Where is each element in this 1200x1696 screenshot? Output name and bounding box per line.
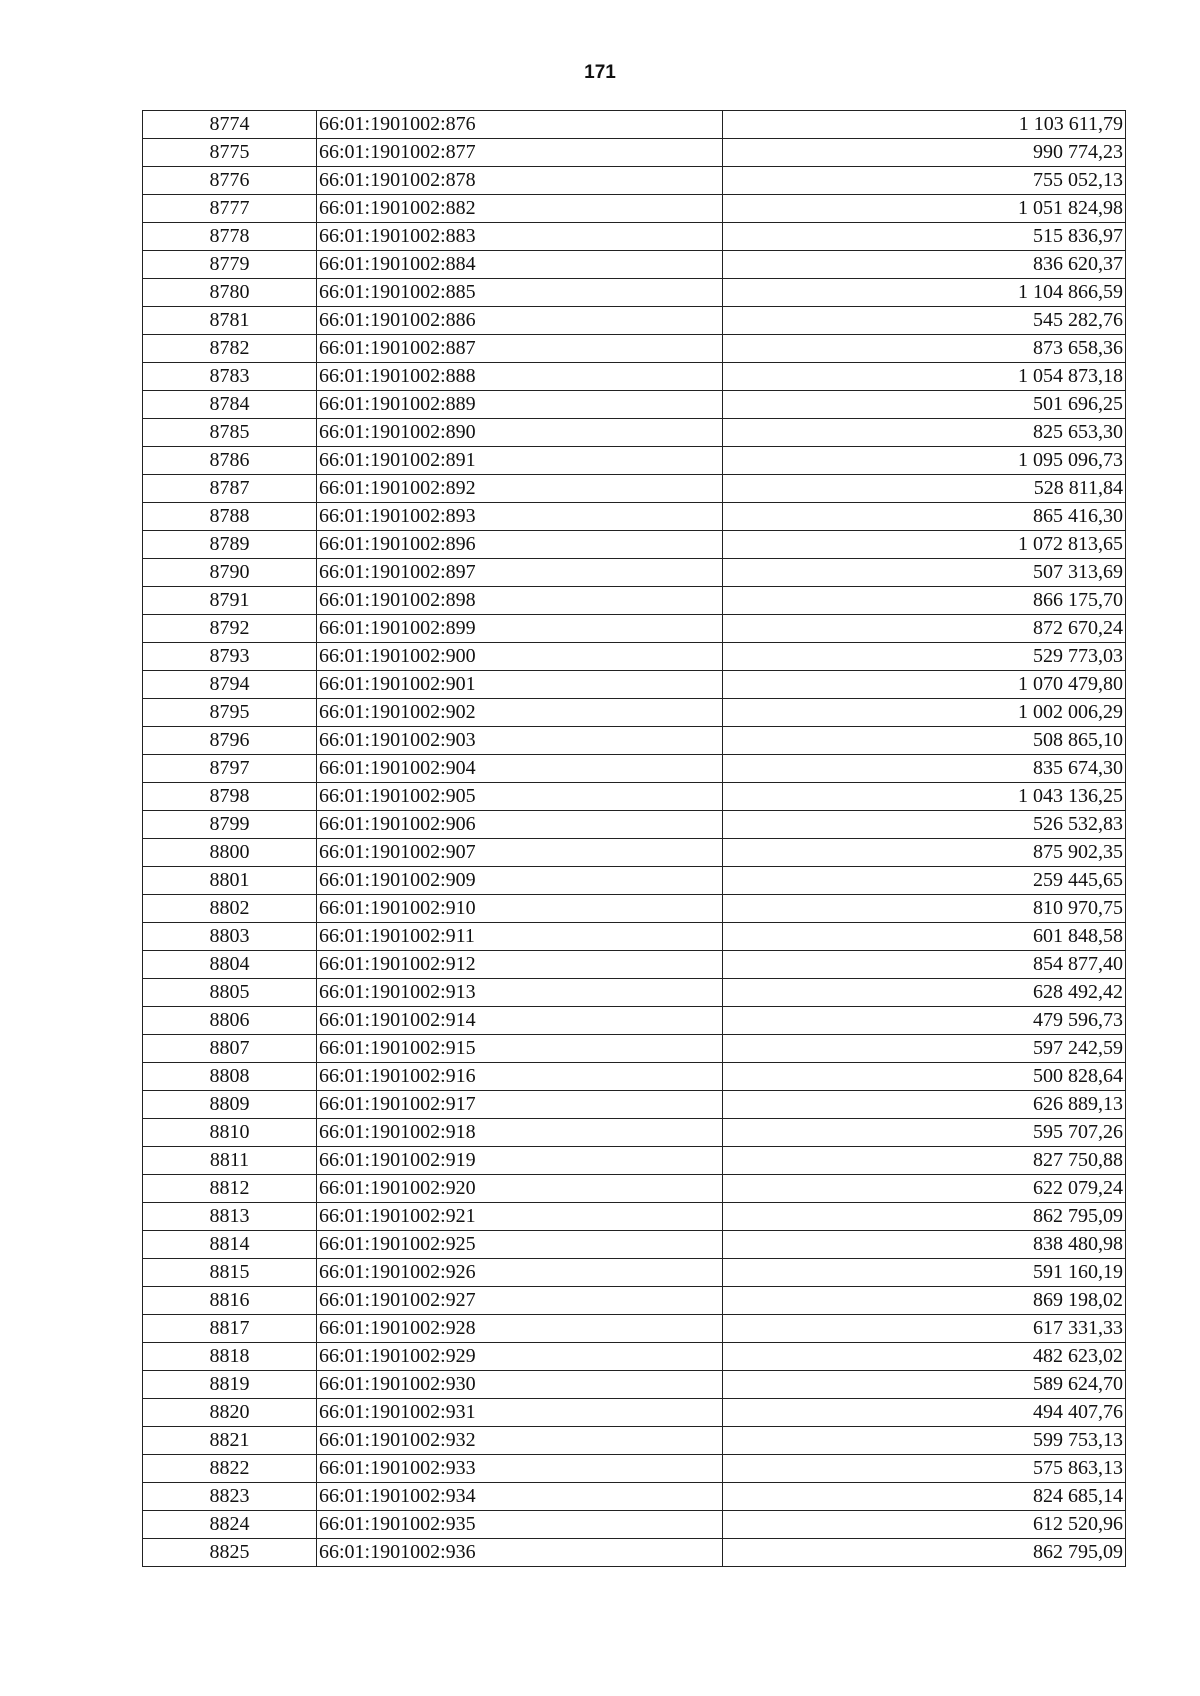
cadastral-number-cell: 66:01:1901002:887 [317, 335, 723, 363]
table-row [143, 559, 1126, 587]
cadastral-value-cell: 479 596,73 [723, 1007, 1126, 1035]
table-row [143, 923, 1126, 951]
row-number-cell: 8794 [143, 671, 317, 699]
row-number-cell: 8805 [143, 979, 317, 1007]
table-row [143, 1287, 1126, 1315]
table-row [143, 1371, 1126, 1399]
table-row [143, 279, 1126, 307]
cadastral-value-cell: 626 889,13 [723, 1091, 1126, 1119]
cadastral-number-cell: 66:01:1901002:928 [317, 1315, 723, 1343]
cadastral-value-cell: 1 043 136,25 [723, 783, 1126, 811]
row-number-cell: 8791 [143, 587, 317, 615]
cadastral-value-cell: 990 774,23 [723, 139, 1126, 167]
table-row [143, 391, 1126, 419]
cadastral-number-cell: 66:01:1901002:878 [317, 167, 723, 195]
cadastral-number-cell: 66:01:1901002:930 [317, 1371, 723, 1399]
row-number-cell: 8820 [143, 1399, 317, 1427]
table-row [143, 895, 1126, 923]
row-number-cell: 8788 [143, 503, 317, 531]
cadastral-value-cell: 599 753,13 [723, 1427, 1126, 1455]
cadastral-value-cell: 589 624,70 [723, 1371, 1126, 1399]
row-number-cell: 8785 [143, 419, 317, 447]
row-number-cell: 8783 [143, 363, 317, 391]
row-number-cell: 8818 [143, 1343, 317, 1371]
cadastral-value-cell: 1 054 873,18 [723, 363, 1126, 391]
cadastral-value-cell: 501 696,25 [723, 391, 1126, 419]
cadastral-number-cell: 66:01:1901002:913 [317, 979, 723, 1007]
table-row [143, 1483, 1126, 1511]
row-number-cell: 8792 [143, 615, 317, 643]
cadastral-number-cell: 66:01:1901002:918 [317, 1119, 723, 1147]
cadastral-value-cell: 1 072 813,65 [723, 531, 1126, 559]
cadastral-number-cell: 66:01:1901002:897 [317, 559, 723, 587]
row-number-cell: 8801 [143, 867, 317, 895]
table-row [143, 1231, 1126, 1259]
table-row [143, 447, 1126, 475]
cadastral-value-cell: 529 773,03 [723, 643, 1126, 671]
table-row [143, 587, 1126, 615]
row-number-cell: 8811 [143, 1147, 317, 1175]
cadastral-number-cell: 66:01:1901002:909 [317, 867, 723, 895]
cadastral-value-cell: 622 079,24 [723, 1175, 1126, 1203]
cadastral-number-cell: 66:01:1901002:915 [317, 1035, 723, 1063]
row-number-cell: 8814 [143, 1231, 317, 1259]
cadastral-number-cell: 66:01:1901002:882 [317, 195, 723, 223]
row-number-cell: 8822 [143, 1455, 317, 1483]
cadastral-value-cell: 827 750,88 [723, 1147, 1126, 1175]
table-row [143, 1315, 1126, 1343]
cadastral-number-cell: 66:01:1901002:914 [317, 1007, 723, 1035]
table-row [143, 1455, 1126, 1483]
cadastral-value-cell: 528 811,84 [723, 475, 1126, 503]
cadastral-value-cell: 500 828,64 [723, 1063, 1126, 1091]
cadastral-number-cell: 66:01:1901002:886 [317, 307, 723, 335]
cadastral-value-cell: 854 877,40 [723, 951, 1126, 979]
cadastral-number-cell: 66:01:1901002:910 [317, 895, 723, 923]
cadastral-number-cell: 66:01:1901002:916 [317, 1063, 723, 1091]
cadastral-value-table [142, 110, 1126, 1567]
row-number-cell: 8823 [143, 1483, 317, 1511]
cadastral-value-cell: 836 620,37 [723, 251, 1126, 279]
cadastral-value-cell: 872 670,24 [723, 615, 1126, 643]
row-number-cell: 8807 [143, 1035, 317, 1063]
cadastral-number-cell: 66:01:1901002:893 [317, 503, 723, 531]
cadastral-value-cell: 597 242,59 [723, 1035, 1126, 1063]
table-row [143, 419, 1126, 447]
cadastral-number-cell: 66:01:1901002:890 [317, 419, 723, 447]
table-row [143, 727, 1126, 755]
cadastral-value-cell: 628 492,42 [723, 979, 1126, 1007]
row-number-cell: 8806 [143, 1007, 317, 1035]
table-row [143, 1091, 1126, 1119]
cadastral-value-cell: 1 103 611,79 [723, 111, 1126, 139]
row-number-cell: 8800 [143, 839, 317, 867]
cadastral-number-cell: 66:01:1901002:901 [317, 671, 723, 699]
row-number-cell: 8813 [143, 1203, 317, 1231]
row-number-cell: 8808 [143, 1063, 317, 1091]
cadastral-number-cell: 66:01:1901002:927 [317, 1287, 723, 1315]
row-number-cell: 8796 [143, 727, 317, 755]
cadastral-value-cell: 810 970,75 [723, 895, 1126, 923]
cadastral-value-cell: 494 407,76 [723, 1399, 1126, 1427]
cadastral-number-cell: 66:01:1901002:932 [317, 1427, 723, 1455]
cadastral-value-cell: 612 520,96 [723, 1511, 1126, 1539]
cadastral-number-cell: 66:01:1901002:931 [317, 1399, 723, 1427]
cadastral-number-cell: 66:01:1901002:936 [317, 1539, 723, 1567]
cadastral-value-cell: 865 416,30 [723, 503, 1126, 531]
table-body [143, 111, 1126, 1567]
table-row [143, 867, 1126, 895]
cadastral-number-cell: 66:01:1901002:934 [317, 1483, 723, 1511]
cadastral-number-cell: 66:01:1901002:929 [317, 1343, 723, 1371]
row-number-cell: 8815 [143, 1259, 317, 1287]
table-row [143, 1147, 1126, 1175]
cadastral-value-cell: 1 051 824,98 [723, 195, 1126, 223]
table-row [143, 1035, 1126, 1063]
row-number-cell: 8810 [143, 1119, 317, 1147]
table-row [143, 1175, 1126, 1203]
row-number-cell: 8798 [143, 783, 317, 811]
cadastral-number-cell: 66:01:1901002:902 [317, 699, 723, 727]
table-row [143, 755, 1126, 783]
table-row [143, 167, 1126, 195]
row-number-cell: 8817 [143, 1315, 317, 1343]
cadastral-value-cell: 755 052,13 [723, 167, 1126, 195]
row-number-cell: 8779 [143, 251, 317, 279]
cadastral-number-cell: 66:01:1901002:896 [317, 531, 723, 559]
cadastral-value-cell: 825 653,30 [723, 419, 1126, 447]
table-row [143, 1203, 1126, 1231]
table-row [143, 1259, 1126, 1287]
cadastral-value-cell: 866 175,70 [723, 587, 1126, 615]
table-row [143, 531, 1126, 559]
cadastral-number-cell: 66:01:1901002:935 [317, 1511, 723, 1539]
table-row [143, 839, 1126, 867]
cadastral-value-cell: 1 095 096,73 [723, 447, 1126, 475]
row-number-cell: 8790 [143, 559, 317, 587]
row-number-cell: 8782 [143, 335, 317, 363]
cadastral-value-cell: 515 836,97 [723, 223, 1126, 251]
row-number-cell: 8787 [143, 475, 317, 503]
cadastral-value-cell: 507 313,69 [723, 559, 1126, 587]
cadastral-number-cell: 66:01:1901002:884 [317, 251, 723, 279]
row-number-cell: 8775 [143, 139, 317, 167]
cadastral-number-cell: 66:01:1901002:899 [317, 615, 723, 643]
table-row [143, 1511, 1126, 1539]
cadastral-value-cell: 1 070 479,80 [723, 671, 1126, 699]
table-row [143, 811, 1126, 839]
cadastral-number-cell: 66:01:1901002:877 [317, 139, 723, 167]
table-row [143, 671, 1126, 699]
row-number-cell: 8780 [143, 279, 317, 307]
table-row [143, 1063, 1126, 1091]
cadastral-value-cell: 575 863,13 [723, 1455, 1126, 1483]
table-row [143, 1427, 1126, 1455]
row-number-cell: 8803 [143, 923, 317, 951]
cadastral-number-cell: 66:01:1901002:904 [317, 755, 723, 783]
row-number-cell: 8825 [143, 1539, 317, 1567]
cadastral-value-cell: 873 658,36 [723, 335, 1126, 363]
cadastral-number-cell: 66:01:1901002:911 [317, 923, 723, 951]
table-row [143, 139, 1126, 167]
cadastral-number-cell: 66:01:1901002:892 [317, 475, 723, 503]
cadastral-number-cell: 66:01:1901002:885 [317, 279, 723, 307]
table-row [143, 503, 1126, 531]
cadastral-value-cell: 591 160,19 [723, 1259, 1126, 1287]
row-number-cell: 8809 [143, 1091, 317, 1119]
row-number-cell: 8789 [143, 531, 317, 559]
table-row [143, 475, 1126, 503]
row-number-cell: 8793 [143, 643, 317, 671]
table-row [143, 195, 1126, 223]
cadastral-number-cell: 66:01:1901002:919 [317, 1147, 723, 1175]
cadastral-value-cell: 601 848,58 [723, 923, 1126, 951]
table-row [143, 223, 1126, 251]
row-number-cell: 8786 [143, 447, 317, 475]
row-number-cell: 8795 [143, 699, 317, 727]
table-row [143, 1343, 1126, 1371]
page-number: 171 [584, 62, 616, 83]
table-row [143, 643, 1126, 671]
table-row [143, 363, 1126, 391]
cadastral-value-cell: 862 795,09 [723, 1203, 1126, 1231]
cadastral-number-cell: 66:01:1901002:903 [317, 727, 723, 755]
cadastral-value-cell: 835 674,30 [723, 755, 1126, 783]
cadastral-number-cell: 66:01:1901002:876 [317, 111, 723, 139]
row-number-cell: 8777 [143, 195, 317, 223]
cadastral-value-cell: 1 104 866,59 [723, 279, 1126, 307]
table-row [143, 1399, 1126, 1427]
row-number-cell: 8804 [143, 951, 317, 979]
table-row [143, 951, 1126, 979]
cadastral-value-cell: 869 198,02 [723, 1287, 1126, 1315]
cadastral-number-cell: 66:01:1901002:898 [317, 587, 723, 615]
row-number-cell: 8799 [143, 811, 317, 839]
cadastral-number-cell: 66:01:1901002:925 [317, 1231, 723, 1259]
table-row [143, 1007, 1126, 1035]
cadastral-number-cell: 66:01:1901002:906 [317, 811, 723, 839]
cadastral-number-cell: 66:01:1901002:912 [317, 951, 723, 979]
table-row [143, 307, 1126, 335]
cadastral-value-cell: 595 707,26 [723, 1119, 1126, 1147]
row-number-cell: 8784 [143, 391, 317, 419]
cadastral-value-cell: 508 865,10 [723, 727, 1126, 755]
table-row [143, 111, 1126, 139]
row-number-cell: 8781 [143, 307, 317, 335]
cadastral-number-cell: 66:01:1901002:905 [317, 783, 723, 811]
row-number-cell: 8819 [143, 1371, 317, 1399]
cadastral-value-cell: 1 002 006,29 [723, 699, 1126, 727]
table-row [143, 615, 1126, 643]
cadastral-number-cell: 66:01:1901002:891 [317, 447, 723, 475]
cadastral-number-cell: 66:01:1901002:933 [317, 1455, 723, 1483]
cadastral-value-cell: 862 795,09 [723, 1539, 1126, 1567]
table-row [143, 335, 1126, 363]
row-number-cell: 8774 [143, 111, 317, 139]
row-number-cell: 8816 [143, 1287, 317, 1315]
row-number-cell: 8821 [143, 1427, 317, 1455]
cadastral-value-cell: 824 685,14 [723, 1483, 1126, 1511]
cadastral-number-cell: 66:01:1901002:920 [317, 1175, 723, 1203]
cadastral-value-cell: 838 480,98 [723, 1231, 1126, 1259]
table-row [143, 1539, 1126, 1567]
cadastral-number-cell: 66:01:1901002:883 [317, 223, 723, 251]
table-row [143, 783, 1126, 811]
table-row [143, 699, 1126, 727]
table-row [143, 979, 1126, 1007]
row-number-cell: 8778 [143, 223, 317, 251]
cadastral-number-cell: 66:01:1901002:900 [317, 643, 723, 671]
cadastral-number-cell: 66:01:1901002:926 [317, 1259, 723, 1287]
cadastral-number-cell: 66:01:1901002:889 [317, 391, 723, 419]
row-number-cell: 8824 [143, 1511, 317, 1539]
table-row [143, 251, 1126, 279]
cadastral-number-cell: 66:01:1901002:921 [317, 1203, 723, 1231]
cadastral-number-cell: 66:01:1901002:888 [317, 363, 723, 391]
cadastral-value-cell: 259 445,65 [723, 867, 1126, 895]
cadastral-value-cell: 875 902,35 [723, 839, 1126, 867]
cadastral-value-cell: 545 282,76 [723, 307, 1126, 335]
cadastral-value-cell: 482 623,02 [723, 1343, 1126, 1371]
cadastral-number-cell: 66:01:1901002:917 [317, 1091, 723, 1119]
cadastral-value-cell: 617 331,33 [723, 1315, 1126, 1343]
cadastral-value-cell: 526 532,83 [723, 811, 1126, 839]
row-number-cell: 8776 [143, 167, 317, 195]
cadastral-number-cell: 66:01:1901002:907 [317, 839, 723, 867]
row-number-cell: 8812 [143, 1175, 317, 1203]
row-number-cell: 8802 [143, 895, 317, 923]
row-number-cell: 8797 [143, 755, 317, 783]
table-row [143, 1119, 1126, 1147]
